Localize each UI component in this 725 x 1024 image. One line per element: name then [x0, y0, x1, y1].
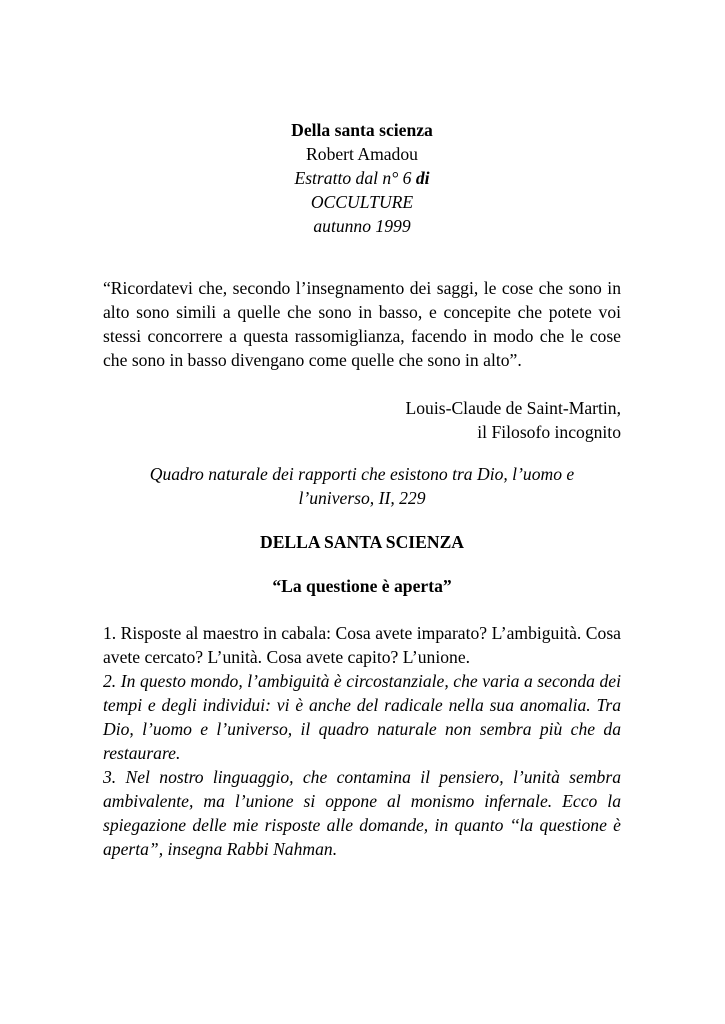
section-title: DELLA SANTA SCIENZA	[259, 532, 465, 552]
attribution-title: il Filosofo incognito	[477, 422, 621, 442]
source-line-2: l’universo, II, 229	[298, 488, 426, 508]
section-subtitle: “La questione è aperta”	[272, 576, 452, 596]
extract-prefix: Estratto dal n° 6	[294, 168, 416, 188]
epigraph-source	[103, 462, 621, 510]
publication-season: autunno 1999	[313, 216, 411, 236]
document-title: Della santa scienza	[291, 120, 433, 140]
epigraph-quote: “Ricordatevi che, secondo l’insegnamento dei saggi, le cose che sono in alto sono simili a quelle che sono in basso, e concepite che potete voi stessi concorrere a questa rassomiglianza, facendo in modo che le cose che sono in basso divengano come quelle che sono in alto”.	[103, 278, 621, 370]
publication-name: OCCULTURE	[310, 192, 414, 212]
numbered-points	[103, 621, 621, 861]
author-name: Robert Amadou	[306, 144, 418, 164]
point-2: 2. In questo mondo, l’ambiguità è circostanziale, che varia a seconda dei tempi e degli individui: vi è anche del radicale nella sua anomalia. Tra Dio, l’uomo e l’universo, il quadro naturale non sembra più che da restaurare.	[103, 671, 621, 763]
epigraph-attribution	[103, 396, 621, 444]
extract-bold-word: di	[415, 168, 430, 188]
attribution-name: Louis-Claude de Saint-Martin,	[405, 398, 621, 418]
point-1: 1. Risposte al maestro in cabala: Cosa avete imparato? L’ambiguità. Cosa avete cercato? L’unità. Cosa avete capito? L’unione.	[103, 623, 621, 667]
source-line-1: Quadro naturale dei rapporti che esistono tra Dio, l’uomo e	[149, 464, 575, 484]
point-3: 3. Nel nostro linguaggio, che contamina il pensiero, l’unità sembra ambivalente, ma l’unione si oppone al monismo infernale. Ecco la spiegazione delle mie risposte alle domande, in quanto ‘‘la questione è aperta”, insegna Rabbi Nahman.	[103, 767, 621, 859]
document-header	[103, 118, 621, 238]
extract-note	[103, 166, 621, 190]
